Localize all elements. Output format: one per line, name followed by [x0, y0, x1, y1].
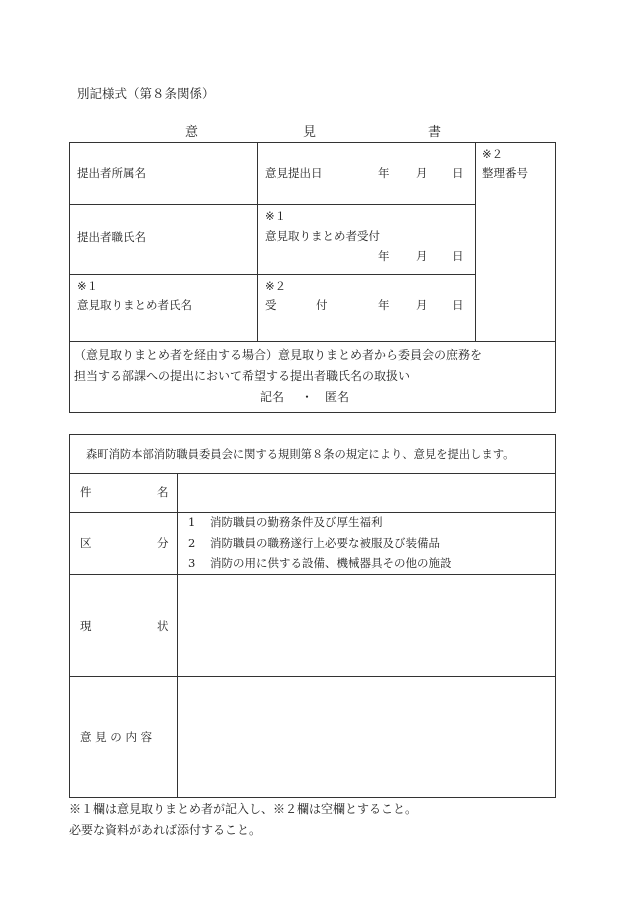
- option-separator: ・: [301, 390, 314, 404]
- category-label-1: 区: [80, 536, 92, 550]
- footnote-1: ※１欄は意見取りまとめ者が記入し、※２欄は空欄とすること。: [69, 802, 418, 816]
- receipt2-day-label: 日: [452, 298, 464, 312]
- top-table-row-divider: [69, 274, 475, 275]
- bottom-table-row-divider: [69, 512, 556, 513]
- top-table-row-divider: [69, 204, 475, 205]
- subject-label-2: 名: [157, 485, 169, 499]
- mark-1-coordinator: ※１: [77, 279, 99, 293]
- receipt-label-1: 受: [265, 298, 277, 312]
- top-table-row-divider: [69, 341, 556, 342]
- subject-label-1: 件: [80, 485, 92, 499]
- bottom-table-col-divider: [177, 473, 178, 798]
- submission-statement: 森町消防本部消防職員委員会に関する規則第８条の規定により、意見を提出します。: [86, 448, 515, 461]
- form-label: 別記様式（第８条関係）: [77, 86, 215, 101]
- title-char-2: 見: [303, 125, 317, 140]
- option-anonymous: 匿名: [325, 390, 350, 404]
- category-item-text: 消防の用に供する設備、機械器具その他の施設: [210, 556, 452, 570]
- category-label-2: 分: [157, 536, 169, 550]
- submitter-dept-label: 提出者所属名: [77, 166, 146, 180]
- category-item-num: 2: [188, 536, 196, 550]
- top-table-col-divider: [475, 142, 476, 341]
- receipt2-month-label: 月: [416, 298, 428, 312]
- status-label-1: 現: [80, 619, 92, 633]
- mark-2-receipt: ※２: [265, 279, 287, 293]
- submission-date-label: 意見提出日: [265, 166, 323, 180]
- receipt-month-label: 月: [416, 249, 428, 263]
- status-label-2: 状: [157, 619, 169, 633]
- handling-note-line1: （意見取りまとめ者を経由する場合）意見取りまとめ者から委員会の庶務を: [74, 348, 483, 362]
- bottom-table-row-divider: [69, 676, 556, 677]
- bottom-table-row-divider: [69, 473, 556, 474]
- footnote-2: 必要な資料があれば添付すること。: [69, 823, 262, 837]
- coordinator-name-label: 意見取りまとめ者氏名: [77, 298, 192, 312]
- submitter-name-label: 提出者職氏名: [77, 230, 146, 244]
- submission-month-label: 月: [416, 166, 428, 180]
- mark-1-receipt: ※１: [265, 209, 287, 223]
- reference-number-label: 整理番号: [482, 166, 528, 180]
- option-named: 記名: [260, 390, 285, 404]
- category-item-text: 消防職員の勤務条件及び厚生福利: [210, 515, 383, 529]
- coordinator-receipt-label: 意見取りまとめ者受付: [265, 229, 380, 243]
- category-item-num: 1: [188, 515, 196, 529]
- top-table-col-divider: [257, 142, 258, 341]
- receipt-year-label: 年: [378, 249, 390, 263]
- title-char-3: 書: [428, 125, 442, 140]
- bottom-table-row-divider: [69, 574, 556, 575]
- submission-day-label: 日: [452, 166, 464, 180]
- handling-note-line2: 担当する部課への提出において希望する提出者職氏名の取扱い: [74, 369, 411, 383]
- submission-year-label: 年: [378, 166, 390, 180]
- opinion-content-label: 意 見 の 内 容: [80, 730, 153, 744]
- receipt-day-label: 日: [452, 249, 464, 263]
- receipt-label-2: 付: [316, 298, 328, 312]
- category-item-text: 消防職員の職務遂行上必要な被服及び装備品: [210, 536, 440, 550]
- receipt2-year-label: 年: [378, 298, 390, 312]
- category-item-num: 3: [188, 556, 196, 570]
- mark-2-reference: ※２: [482, 147, 504, 161]
- title-char-1: 意: [185, 125, 199, 140]
